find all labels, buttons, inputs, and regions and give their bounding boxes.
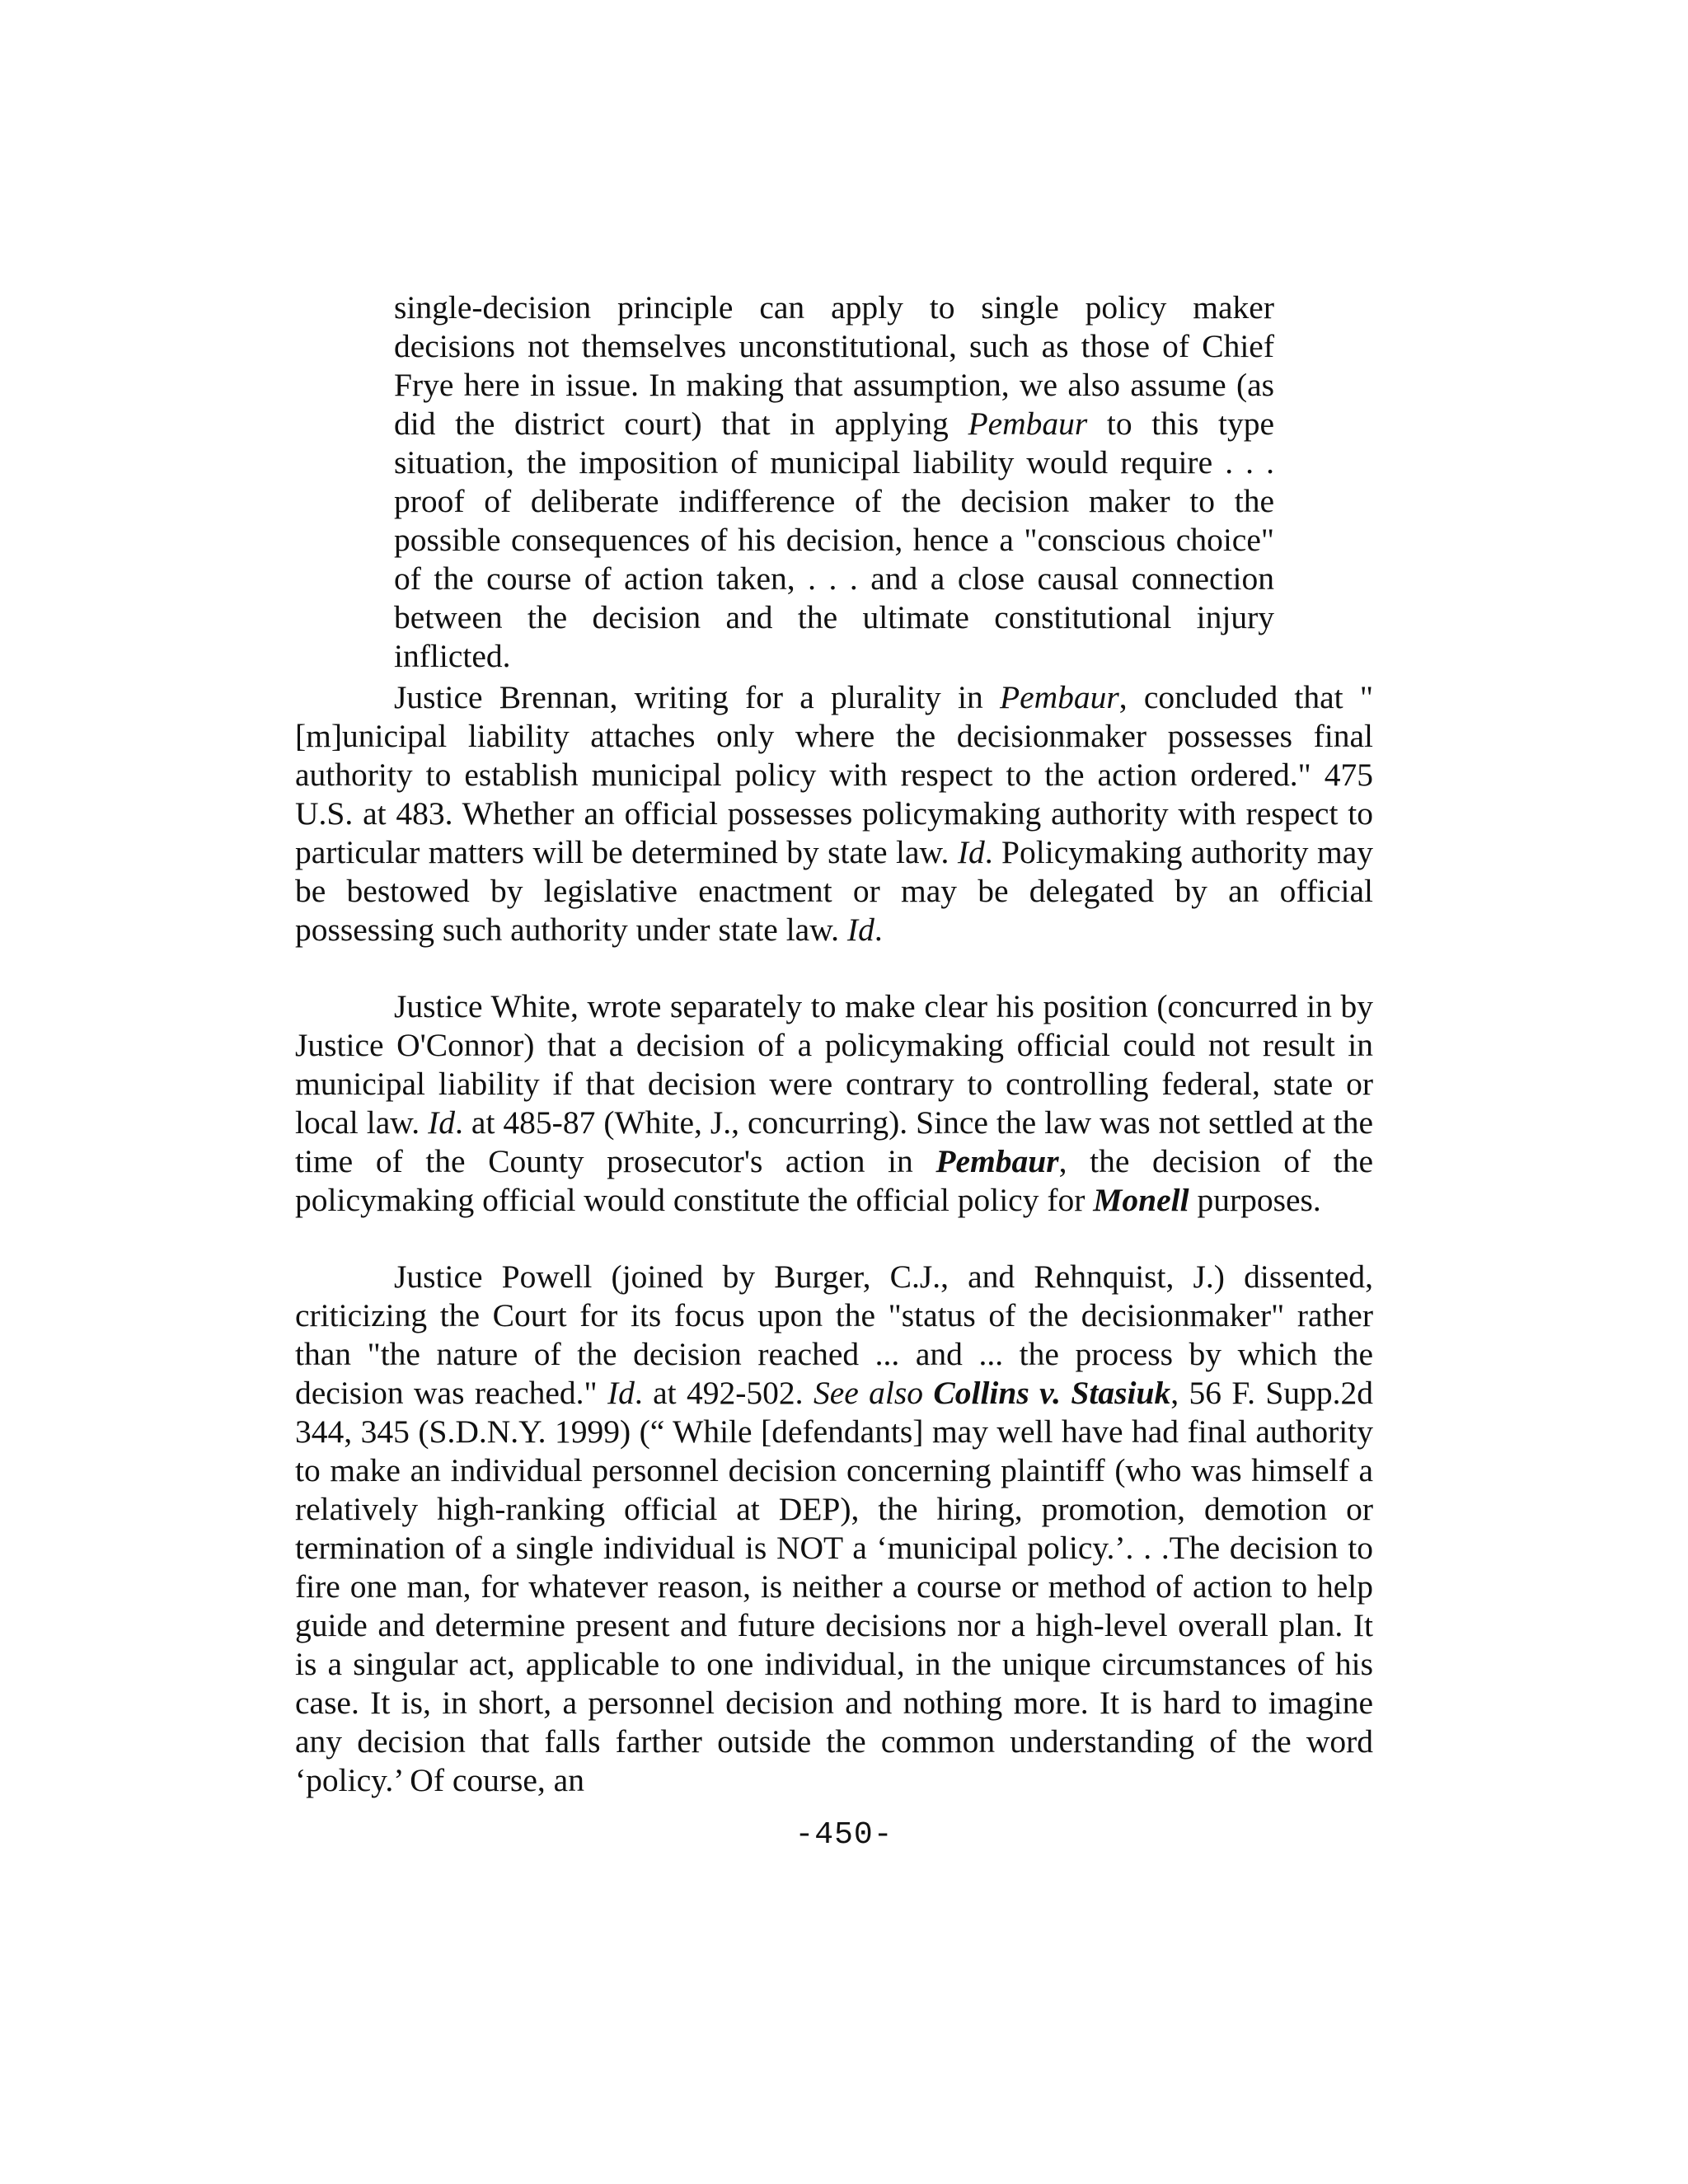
text-segment: . Policymaking authority may be bestowed by legislative enactment or may be delegated by an official possessing such authority under state law. (295, 834, 1373, 948)
text-segment: . (874, 912, 883, 948)
quote-paragraph (394, 288, 1274, 676)
id-citation: Id (957, 834, 985, 870)
text-segment: , concluded that "[m]unicipal liability attaches only where the decisionmaker possesses final authority to establish municipal policy with respect to the action ordered." 475 U.S. at 483. Whether an official possesses policymaking authority with respect to particular matters will be determined by state law. (295, 679, 1373, 870)
text-segment: Justice Brennan, writing for a plurality in (394, 679, 1000, 715)
text-segment: Justice Powell (joined by Burger, C.J., and Rehnquist, J.) dissented, criticizing the Court for its focus upon the "status of the decisionmaker" rather than "the nature of the decision reached ... and ... the process by which the decision was reached." (295, 1258, 1373, 1411)
id-citation: Id (428, 1104, 456, 1141)
paragraph-powell (295, 1258, 1373, 1800)
text-segment: purposes. (1189, 1182, 1321, 1218)
case-name-monell: Monell (1093, 1182, 1189, 1218)
see-also-signal: See also (813, 1375, 923, 1411)
case-name-collins: Collins v. Stasiuk (933, 1375, 1171, 1411)
text-segment: . at 485-87 (White, J., concurring). Since the law was not settled at the time of the County prosecutor's action in (295, 1104, 1373, 1179)
paragraph-brennan (295, 678, 1373, 949)
quote-text-2: to this type situation, the imposition of municipal liability would require . . . proof of deliberate indifference of the decision maker to the possible consequences of his decision, hence a "conscious choice" of the course of action taken, . . . and a close causal connection between the decision and the ultimate constitutional injury inflicted. (394, 405, 1274, 674)
quote-text-1: single-decision principle can apply to single policy maker decisions not themselves unconstitutional, such as those of Chief Frye here in issue. In making that assumption, we also assume (as did the district court) that in applying (394, 289, 1274, 442)
text-segment: . at 492-502. (634, 1375, 814, 1411)
text-segment: , 56 F. Supp.2d 344, 345 (S.D.N.Y. 1999) (“ While [defendants] may well have had final authority to make an individual personnel decision concerning plaintiff (who was himself a relatively high-ranking official at DEP), the hiring, promotion, demotion or termination of a single individual is NOT a ‘municipal policy.’. . .The decision to fire one man, for whatever reason, is neither a course or method of action to help guide and determine present and future decisions nor a high-level overall plan. It is a singular act, applicable to one individual, in the unique circumstances of his case. It is, in short, a personnel decision and nothing more. It is hard to imagine any decision that falls farther outside the common understanding of the word ‘policy.’ Of course, an (295, 1375, 1373, 1798)
text-segment: Justice White, wrote separately to make clear his position (concurred in by Justice O'Connor) that a decision of a policymaking official could not result in municipal liability if that decision were contrary to controlling federal, state or local law. (295, 988, 1373, 1141)
case-name-pembaur-bold: Pembaur (935, 1143, 1059, 1179)
id-citation: Id (607, 1375, 635, 1411)
page-number: -450- (795, 1817, 893, 1853)
block-quote (394, 288, 1274, 676)
text-segment (923, 1375, 933, 1411)
case-name-pembaur: Pembaur (968, 405, 1088, 442)
paragraph-white (295, 987, 1373, 1220)
id-citation: Id (846, 912, 874, 948)
text-segment: , the decision of the policymaking official would constitute the official policy for (295, 1143, 1373, 1218)
case-name-pembaur: Pembaur (999, 679, 1119, 715)
